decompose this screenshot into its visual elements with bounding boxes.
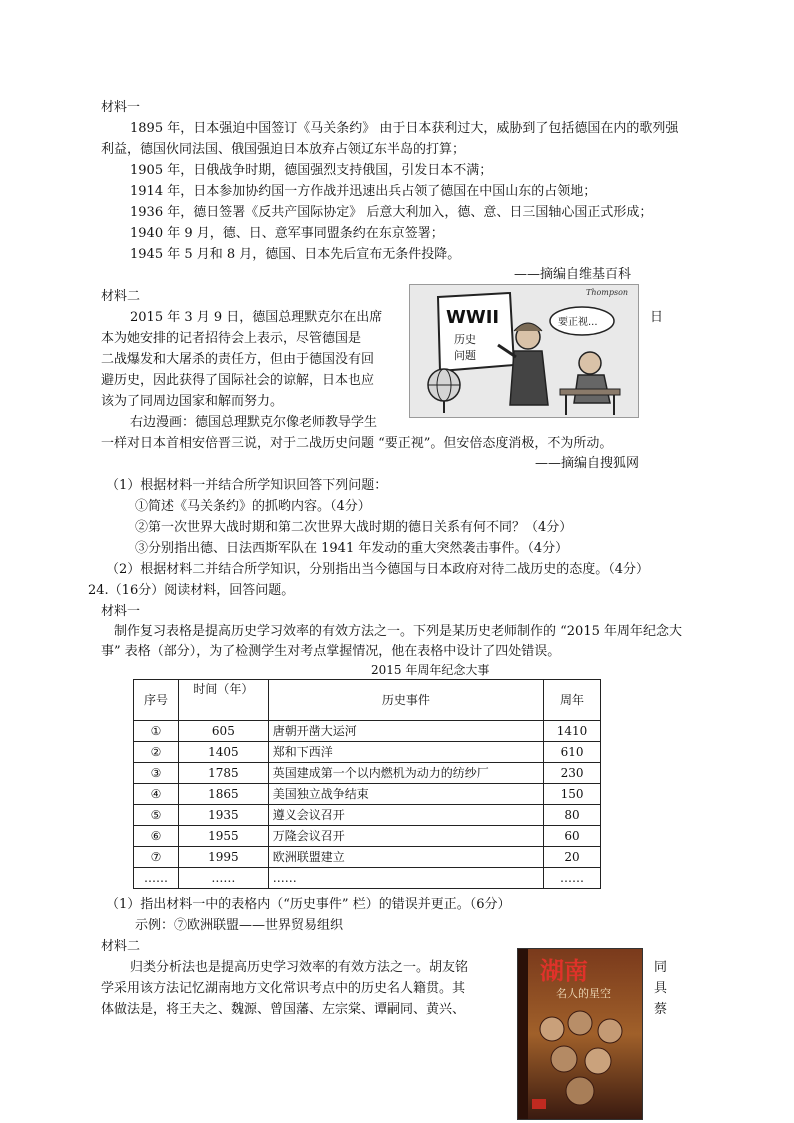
cell-year: 1405 bbox=[178, 742, 268, 763]
cell-event: 英国建成第一个以内燃机为动力的纺纱厂 bbox=[268, 763, 543, 784]
material-1-text: 1940 年 9 月，德、日、意军事同盟条约在东京签署； bbox=[130, 226, 444, 241]
material-1-title: 材料一 bbox=[101, 100, 141, 115]
cell-anniversary: 150 bbox=[544, 784, 601, 805]
cartoon-board-text: WWII bbox=[446, 307, 500, 328]
question-1a: ①简述《马关条约》的抓哟内容。（4分） bbox=[135, 499, 371, 514]
header-event: 历史事件 bbox=[268, 680, 543, 721]
q24-material-2-text: 同 bbox=[654, 960, 668, 975]
q24-material-2-text: 具 bbox=[654, 981, 668, 996]
cell-anniversary: …… bbox=[544, 868, 601, 889]
material-2-text: 二战爆发和大屠杀的责任方，但由于德国没有回 bbox=[101, 352, 375, 367]
cell-year: 1865 bbox=[178, 784, 268, 805]
cell-anniversary: 20 bbox=[544, 847, 601, 868]
cell-anniversary: 230 bbox=[544, 763, 601, 784]
header-anniversary: 周年 bbox=[544, 680, 601, 721]
q24-material-2-text: 蔡 bbox=[654, 1002, 668, 1017]
book-cover-image bbox=[517, 948, 643, 1120]
material-2-text: 日 bbox=[650, 310, 664, 325]
q24-example: 示例：⑦欧洲联盟——世界贸易组织 bbox=[135, 918, 344, 933]
table-row bbox=[134, 784, 601, 805]
table-row bbox=[134, 826, 601, 847]
q24-material-2-text: 学采用该方法记忆湖南地方文化常识考点中的历史名人籍贯。其 bbox=[101, 981, 466, 996]
table-header-row bbox=[134, 680, 601, 721]
cartoon-drawing bbox=[410, 285, 638, 417]
material-2-text: 本为她安排的记者招待会上表示，尽管德国是 bbox=[101, 331, 362, 346]
question-1c: ③分别指出德、日法西斯军队在 1941 年发动的重大突然袭击事件。（4分） bbox=[135, 541, 569, 556]
cartoon-board-sub: 历史 bbox=[454, 333, 476, 346]
cartoon-speech-bubble: 要正视... bbox=[558, 317, 598, 328]
cell-year: 1935 bbox=[178, 805, 268, 826]
book-title: 湖南 bbox=[540, 957, 588, 985]
q24-material-1-text: 制作复习表格是提高历史学习效率的有效方法之一。下列是某历史老师制作的 “2015 年周年纪念大 bbox=[114, 624, 682, 639]
material-2-text: 2015 年 3 月 9 日，德国总理默克尔在出席 bbox=[130, 310, 383, 325]
cartoon-signature: Thompson bbox=[586, 288, 629, 297]
cell-event: …… bbox=[268, 868, 543, 889]
cell-index: ④ bbox=[134, 784, 179, 805]
q24-question-1: （1）指出材料一中的表格内（“历史事件” 栏）的错误并更正。（6分） bbox=[106, 897, 511, 912]
cell-index: ② bbox=[134, 742, 179, 763]
cell-anniversary: 60 bbox=[544, 826, 601, 847]
material-1-source: ——摘编自维基百科 bbox=[513, 267, 631, 282]
table-caption: 2015 年周年纪念大事 bbox=[371, 663, 490, 677]
header-year: 时间（年） bbox=[178, 680, 268, 721]
book-cover-drawing bbox=[518, 949, 642, 1119]
material-1-text: 1914 年，日本参加协约国一方作战并迅速出兵占领了德国在中国山东的占领地； bbox=[130, 184, 597, 199]
material-2-text: 右边漫画：德国总理默克尔像老师教导学生 bbox=[130, 415, 378, 430]
cell-index: ⑤ bbox=[134, 805, 179, 826]
material-1-text: 1895 年，日本强迫中国签订《马关条约》 由于日本获利过大，威胁到了包括德国在内的歌列强 bbox=[130, 121, 679, 136]
table-row bbox=[134, 847, 601, 868]
table-row bbox=[134, 868, 601, 889]
cell-event: 唐朝开凿大运河 bbox=[268, 721, 543, 742]
material-2-title: 材料二 bbox=[101, 289, 141, 304]
q24-material-2-title: 材料二 bbox=[101, 939, 141, 954]
table-row bbox=[134, 742, 601, 763]
material-1-text: 1905 年，日俄战争时期，德国强烈支持俄国，引发日本不满； bbox=[130, 163, 493, 178]
q24-material-2-text: 体做法是，将王夫之、魏源、曾国藩、左宗棠、谭嗣同、黄兴、 bbox=[101, 1002, 466, 1017]
cell-index: …… bbox=[134, 868, 179, 889]
question-1: （1）根据材料一并结合所学知识回答下列问题： bbox=[106, 478, 388, 493]
cell-year: 1955 bbox=[178, 826, 268, 847]
material-2-text: 一样对日本首相安倍晋三说，对于二战历史问题 “要正视”。但安倍态度消极，不为所动。 bbox=[101, 436, 613, 451]
cell-event: 万隆会议召开 bbox=[268, 826, 543, 847]
material-1-text: 利益，德国伙同法国、俄国强迫日本放弃占领辽东半岛的打算； bbox=[101, 142, 466, 157]
cell-anniversary: 80 bbox=[544, 805, 601, 826]
cell-event: 郑和下西洋 bbox=[268, 742, 543, 763]
material-1-text: 1936 年，德日签署《反共产国际协定》 后意大利加入，德、意、日三国轴心国正式形成； bbox=[130, 205, 653, 220]
cell-index: ③ bbox=[134, 763, 179, 784]
anniversary-table bbox=[133, 679, 601, 889]
material-2-text: 该为了同周边国家和解而努力。 bbox=[101, 394, 284, 409]
cell-event: 遵义会议召开 bbox=[268, 805, 543, 826]
q24-material-1-title: 材料一 bbox=[101, 604, 141, 619]
cell-year: …… bbox=[178, 868, 268, 889]
cell-anniversary: 1410 bbox=[544, 721, 601, 742]
table-row bbox=[134, 763, 601, 784]
question-1b: ②第一次世界大战时期和第二次世界大战时期的德日关系有何不同？（4分） bbox=[135, 520, 573, 535]
book-subtitle: 名人的星空 bbox=[556, 987, 611, 1000]
header-index: 序号 bbox=[134, 680, 179, 721]
cell-index: ① bbox=[134, 721, 179, 742]
material-1-text: 1945 年 5 月和 8 月，德国、日本先后宣布无条件投降。 bbox=[130, 247, 461, 262]
cell-event: 美国独立战争结束 bbox=[268, 784, 543, 805]
question-24-heading: 24.（16分）阅读材料，回答问题。 bbox=[88, 583, 295, 598]
table-row bbox=[134, 721, 601, 742]
question-2: （2）根据材料二并结合所学知识，分别指出当今德国与日本政府对待二战历史的态度。（4分） bbox=[106, 562, 650, 577]
political-cartoon bbox=[409, 284, 639, 418]
cell-year: 605 bbox=[178, 721, 268, 742]
cell-anniversary: 610 bbox=[544, 742, 601, 763]
cell-index: ⑦ bbox=[134, 847, 179, 868]
cell-year: 1785 bbox=[178, 763, 268, 784]
cell-year: 1995 bbox=[178, 847, 268, 868]
cartoon-board-sub: 问题 bbox=[454, 349, 476, 362]
q24-material-2-text: 归类分析法也是提高历史学习效率的有效方法之一。胡友铭 bbox=[130, 960, 469, 975]
material-2-source: ——摘编自搜狐网 bbox=[534, 456, 639, 471]
q24-material-1-text: 事” 表格（部分），为了检测学生对考点掌握情况，他在表格中设计了四处错误。 bbox=[101, 644, 561, 659]
cell-index: ⑥ bbox=[134, 826, 179, 847]
cell-event: 欧洲联盟建立 bbox=[268, 847, 543, 868]
material-2-text: 避历史，因此获得了国际社会的谅解，日本也应 bbox=[101, 373, 375, 388]
table-row bbox=[134, 805, 601, 826]
